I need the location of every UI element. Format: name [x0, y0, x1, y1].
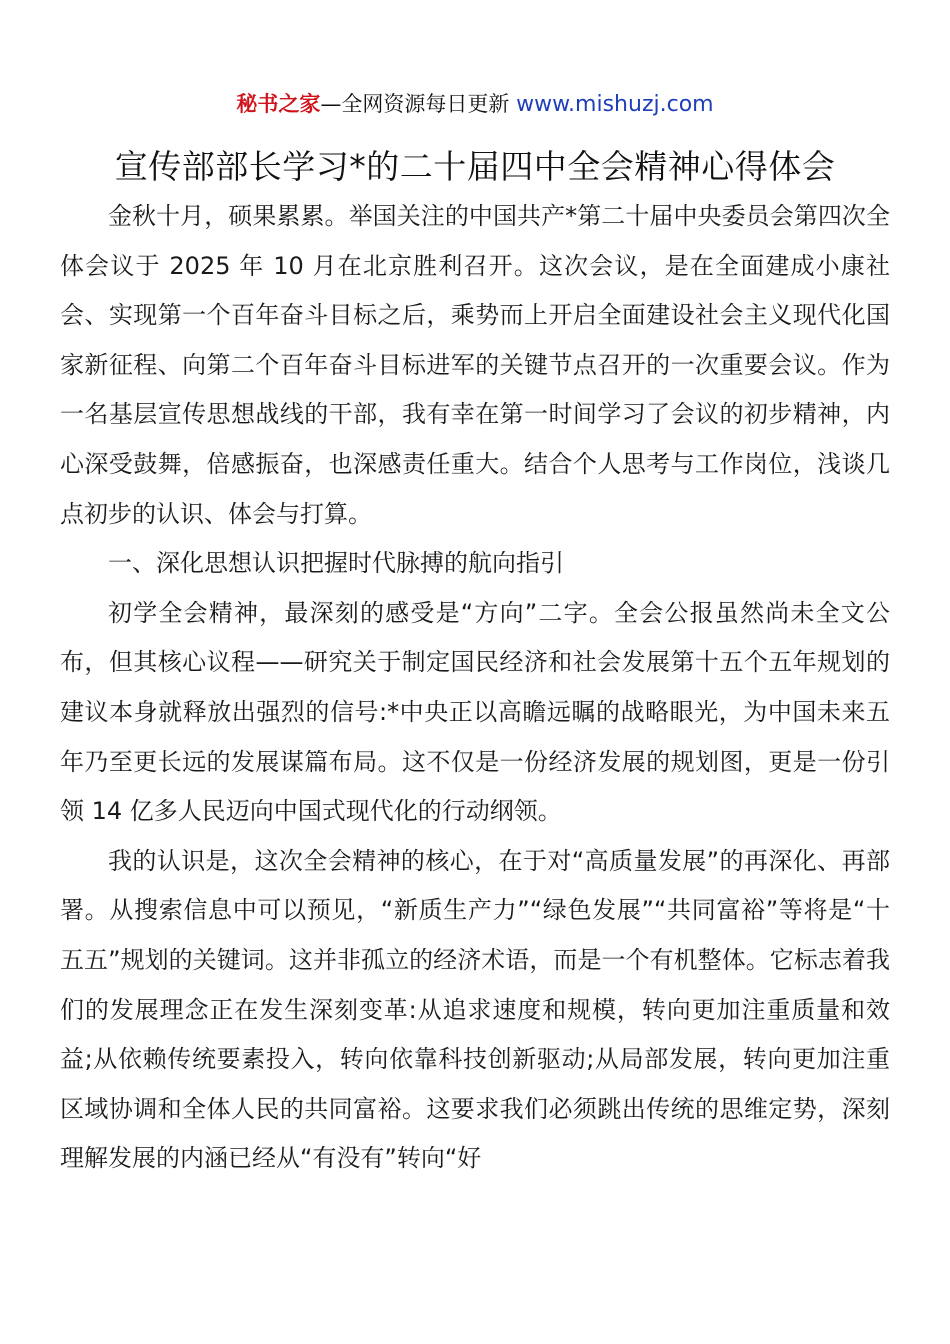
paragraph-understanding: 我的认识是，这次全会精神的核心，在于对“高质量发展”的再深化、再部署。从搜索信息中可以预见，“新质生产力”“绿色发展”“共同富裕”等将是“十五五”规划的关键词。这并非孤立的经济术语，而是一个有机整体。它标志着我们的发展理念正在发生深刻变革:从追求速度和规模，转向更加注重质量和效益;从依赖传统要素投入，转向依靠科技创新驱动;从局部发展，转向更加注重区域协调和全体人民的共同富裕。这要求我们必须跳出传统的思维定势，深刻理解发展的内涵已经从“有没有”转向“好: [60, 846, 890, 1173]
site-url-link[interactable]: www.mishuzj.com: [516, 92, 714, 117]
paragraph-direction: 初学全会精神，最深刻的感受是“方向”二字。全会公报虽然尚未全文公布，但其核心议程——研究关于制定国民经济和社会发展第十五个五年规划的建议本身就释放出强烈的信号:*中央正以高瞻远瞩的战略眼光，为中国未来五年乃至更长远的发展谋篇布局。这不仅是一份经济发展的规划图，更是一份引领 14 亿多人民迈向中国式现代化的行动纲领。: [60, 598, 890, 826]
header-tagline: —全网资源每日更新: [320, 92, 517, 116]
site-header: [0, 88, 950, 121]
document-body: [60, 192, 890, 1184]
section-heading-1: 一、深化思想认识把握时代脉搏的航向指引: [108, 549, 564, 578]
brand-name: 秘书之家: [236, 92, 321, 116]
paragraph-intro: 金秋十月，硕果累累。举国关注的中国共产*第二十届中央委员会第四次全体会议于 2025 年 10 月在北京胜利召开。这次会议，是在全面建成小康社会、实现第一个百年奋斗目标之后，乘势而上开启全面建设社会主义现代化国家新征程、向第二个百年奋斗目标进军的关键节点召开的一次重要会议。作为一名基层宣传思想战线的干部，我有幸在第一时间学习了会议的初步精神，内心深受鼓舞，倍感振奋，也深感责任重大。结合个人思考与工作岗位，浅谈几点初步的认识、体会与打算。: [60, 202, 890, 528]
document-title: 宣传部部长学习*的二十届四中全会精神心得体会: [114, 147, 836, 186]
